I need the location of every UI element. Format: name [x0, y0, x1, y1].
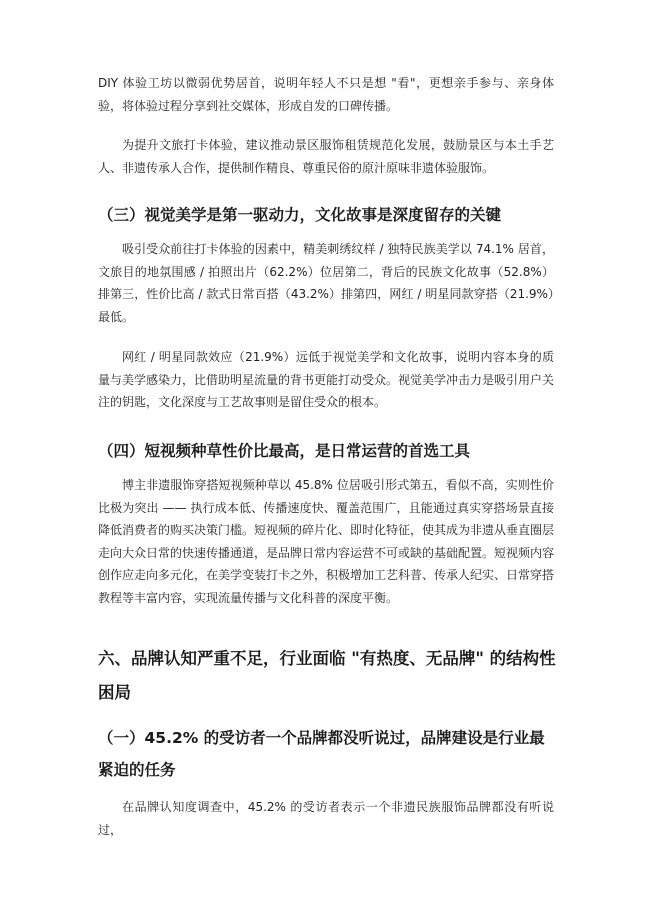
heading-section-three: （三）视觉美学是第一驱动力，文化故事是深度留存的关键	[98, 206, 502, 224]
paragraph-short-video: 博主非遗服饰穿搭短视频种草以 45.8% 位居吸引形式第五，看似不高，实则性价比极为突出 —— 执行成本低、传播速度快、覆盖范围广，且能通过真实穿搭场景直接降低消费者的购买决策门槛。短视频的碎片化、即时化特征，使其成为非遗从垂直圈层走向大众日常的快速传播通道，是品牌日常内容运营不可或缺的基础配置。短视频内容创作应走向多元化，在美学变装打卡之外，积极增加工艺科普、传承人纪实、日常穿搭教程等丰富内容，实现流量传播与文化科普的深度平衡。	[98, 478, 555, 605]
paragraph-brand-awareness: 在品牌认知度调查中，45.2% 的受访者表示一个非遗民族服饰品牌都没有听说过，	[98, 800, 554, 837]
paragraph-tourism-suggestion: 为提升文旅打卡体验，建议推动景区服饰租赁规范化发展，鼓励景区与本土手艺人、非遗传承人合作，提供制作精良、尊重民俗的原汁原味非遗体验服饰。	[98, 138, 554, 175]
paragraph-influencer-effect: 网红 / 明星同款效应（21.9%）远低于视觉美学和文化故事，说明内容本身的质量与美学感染力，比借助明星流量的背书更能打动受众。视觉美学冲击力是吸引用户关注的钥匙，文化深度与工艺故事则是留住受众的根本。	[98, 350, 555, 409]
heading-chapter-six: 六、品牌认知严重不足，行业面临 "有热度、无品牌" 的结构性困局	[98, 649, 556, 702]
heading-subsection-one: （一）45.2% 的受访者一个品牌都没听说过，品牌建设是行业最紧迫的任务	[98, 729, 545, 779]
paragraph-attraction-factors: 吸引受众前往打卡体验的因素中，精美刺绣纹样 / 独特民族美学以 74.1% 居首，文旅目的地氛围感 / 拍照出片（62.2%）位居第二，背后的民族文化故事（52.8%）排第三，性价比高 / 款式日常百搭（43.2%）排第四，网红 / 明星同款穿搭（21.9%）最低。	[98, 242, 554, 324]
paragraph-diy-workshop: DIY 体验工坊以微弱优势居首，说明年轻人不只是想 "看"，更想亲手参与、亲身体验，将体验过程分享到社交媒体，形成自发的口碑传播。	[98, 76, 554, 113]
heading-section-four: （四）短视频种草性价比最高，是日常运营的首选工具	[98, 442, 471, 460]
